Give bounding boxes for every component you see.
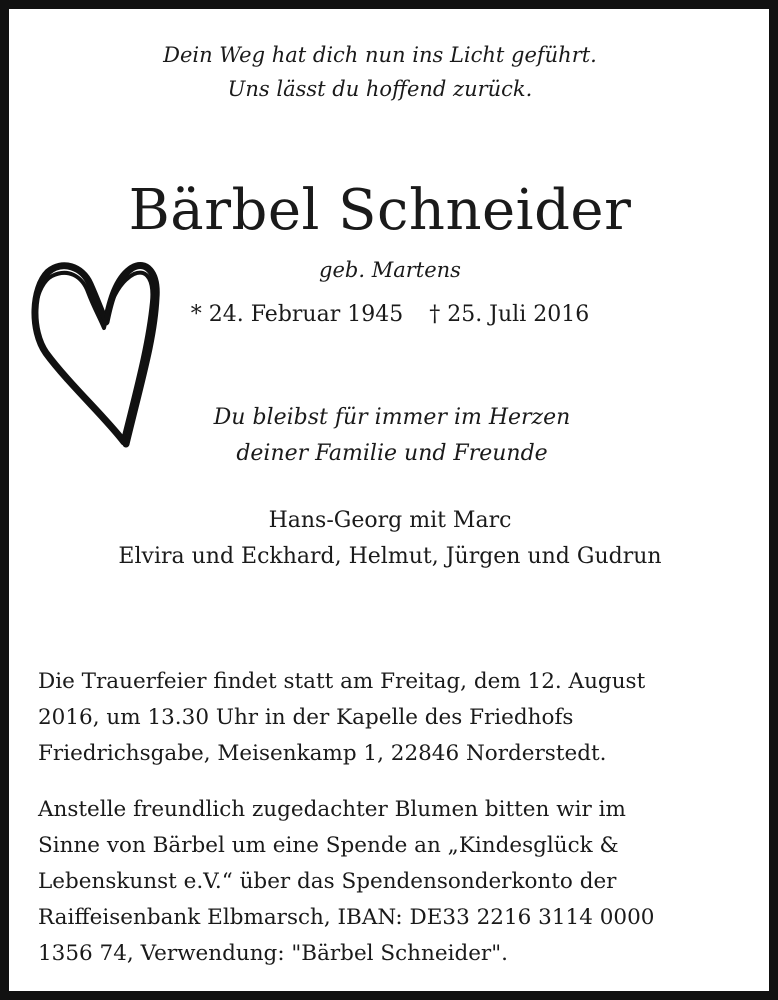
deceased-name: Bärbel Schneider bbox=[128, 178, 632, 243]
motto bbox=[0, 38, 760, 106]
verse-line-1: Du bleibst für immer im Herzen bbox=[213, 405, 571, 430]
mourners-line-1: Hans-Georg mit Marc bbox=[268, 508, 512, 533]
birth-date: * 24. Februar 1945 bbox=[190, 302, 404, 327]
donation-line-5: 1356 74, Verwendung: "Bärbel Schneider". bbox=[38, 941, 508, 966]
funeral-line-3: Friedrichsgabe, Meisenkamp 1, 22846 Norderstedt. bbox=[38, 741, 607, 766]
verse bbox=[12, 400, 772, 472]
life-dates bbox=[10, 300, 770, 330]
motto-line-2: Uns lässt du hoffend zurück. bbox=[227, 77, 533, 101]
donation-notice bbox=[38, 792, 728, 972]
birth-name: geb. Martens bbox=[319, 258, 461, 282]
funeral-notice bbox=[38, 664, 728, 772]
donation-line-2: Sinne von Bärbel um eine Spende an „Kindesglück & bbox=[38, 833, 619, 858]
mourners-line-2: Elvira und Eckhard, Helmut, Jürgen und Gudrun bbox=[118, 544, 662, 569]
funeral-line-2: 2016, um 13.30 Uhr in der Kapelle des Friedhofs bbox=[38, 705, 574, 730]
donation-line-4: Raiffeisenbank Elbmarsch, IBAN: DE33 2216 3114 0000 bbox=[38, 905, 655, 930]
mourners bbox=[10, 503, 770, 575]
donation-line-1: Anstelle freundlich zugedachter Blumen bitten wir im bbox=[38, 797, 626, 822]
funeral-line-1: Die Trauerfeier findet statt am Freitag, dem 12. August bbox=[38, 669, 646, 694]
motto-line-1: Dein Weg hat dich nun ins Licht geführt. bbox=[163, 43, 597, 67]
verse-line-2: deiner Familie und Freunde bbox=[236, 441, 548, 466]
donation-line-3: Lebenskunst e.V.“ über das Spendensonderkonto der bbox=[38, 869, 617, 894]
death-date: † 25. Juli 2016 bbox=[429, 302, 590, 327]
